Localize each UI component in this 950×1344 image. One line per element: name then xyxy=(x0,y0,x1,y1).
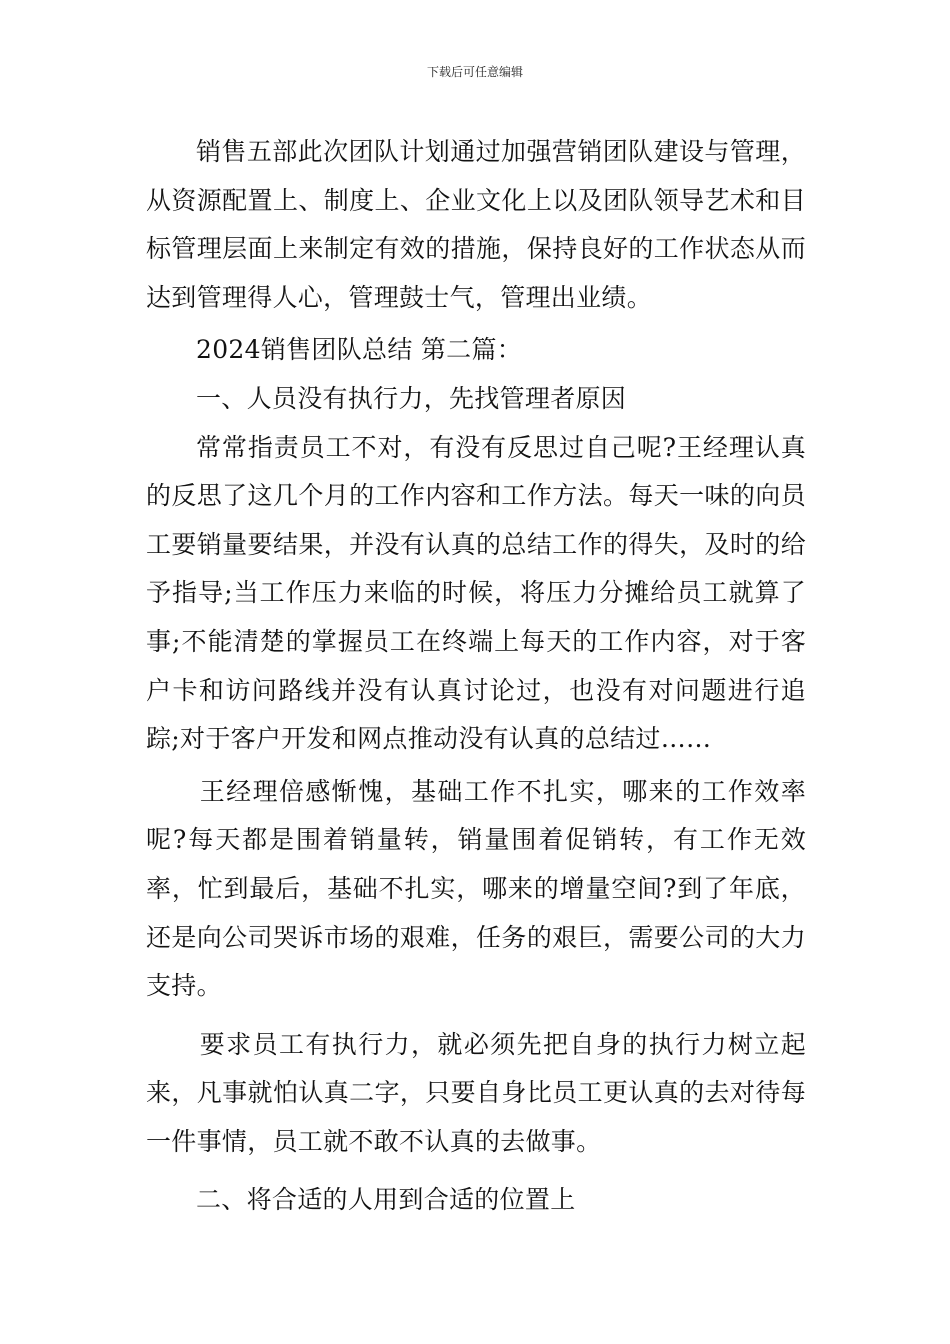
paragraph-team-plan: 销售五部此次团队计划通过加强营销团队建设与管理，从资源配置上、制度上、企业文化上以及团队领导艺术和目标管理层面上来制定有效的措施，保持良好的工作状态从而达到管理得人心，管理鼓士气，管理出业绩。 xyxy=(146,137,806,312)
section-heading-right-person: 二、将合适的人用到合适的位置上 xyxy=(196,1185,576,1215)
paragraph-manager-shame: 王经理倍感惭愧，基础工作不扎实，哪来的工作效率呢?每天都是围着销量转，销量围着促销转，有工作无效率，忙到最后，基础不扎实，哪来的增量空间?到了年底，还是向公司哭诉市场的艰难，任务的艰巨，需要公司的大力支持。 xyxy=(146,776,806,1001)
document-body xyxy=(146,128,806,1225)
paragraph-self-reflection: 常常指责员工不对，有没有反思过自己呢?王经理认真的反思了这几个月的工作内容和工作方法。每天一味的向员工要销量要结果，并没有认真的总结工作的得失，及时的给予指导;当工作压力来临的时候，将压力分摊给员工就算了事;不能清楚的掌握员工在终端上每天的工作内容，对于客户卡和访问路线并没有认真讨论过，也没有对问题进行追踪;对于客户开发和网点推动没有认真的总结过…… xyxy=(146,432,806,754)
paragraph-execution-requirement: 要求员工有执行力，就必须先把自身的执行力树立起来，凡事就怕认真二字，只要自身比员工更认真的去对待每一件事情，员工就不敢不认真的去做事。 xyxy=(146,1029,806,1156)
page-header-note: 下载后可任意编辑 xyxy=(426,65,523,79)
document-title-part-two: 2024销售团队总结 第二篇： xyxy=(196,335,523,365)
section-heading-execution: 一、人员没有执行力，先找管理者原因 xyxy=(196,383,627,413)
